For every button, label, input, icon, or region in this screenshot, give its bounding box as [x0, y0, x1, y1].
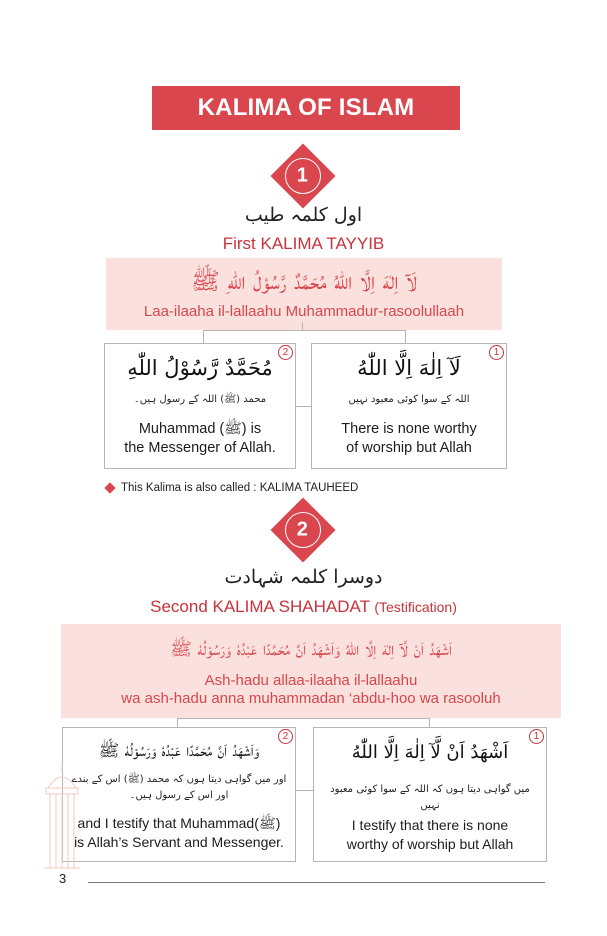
kalima-2-arabic-box: [61, 624, 561, 718]
kalima-1-part-2-english-line-1: Muhammad (ﷺ) is: [138, 421, 262, 437]
kalima-2-transliteration-line-2: wa ash-hadu anna muhammadan ‘abdu-hoo wa rasooluh: [121, 690, 501, 707]
kalima-1-part-1-number: 1: [489, 345, 504, 360]
lantern-decoration-icon: [38, 758, 86, 876]
kalima-1-title: First KALIMA TAYYIB: [222, 234, 385, 253]
kalima-2-part-2-urdu-line-1: اور میں گواہی دیتا ہوں کہ محمد (ﷺ) اس کے بندے: [71, 774, 287, 785]
kalima-2-part-2-number: 2: [278, 729, 293, 744]
kalima-2-part-2-card: [62, 727, 296, 862]
page-title-banner: [152, 86, 460, 130]
kalima-2-part-1-english-line-1: I testify that there is none: [351, 817, 509, 833]
kalima-2-transliteration-line-1: Ash-hadu allaa-ilaaha il-lallaahu: [204, 672, 418, 689]
kalima-2-part-1-english-line-2: worthy of worship but Allah: [346, 836, 514, 852]
kalima-1-part-1-card: [311, 343, 507, 469]
kalima-1-part-1-english-line-2: of worship but Allah: [346, 440, 472, 456]
kalima-2-part-1-card: [313, 727, 547, 862]
kalima-1-part-2-number: 2: [278, 345, 293, 360]
kalima-1-urdu-title: اول کلمہ طیب: [244, 204, 363, 226]
kalima-2-part-2-arabic: وَاَشْهَدُ اَنَّ مُحَمَّدًا عَبْدُهٗ وَرَسُوْلُهٗ ﷺ: [98, 741, 260, 761]
kalima-1-card-link: [295, 406, 311, 407]
kalima-2-part-2-english-line-2: is Allah’s Servant and Messenger.: [74, 834, 284, 850]
kalima-1-number-badge: [270, 143, 335, 208]
page-number: 3: [59, 871, 67, 886]
kalima-2-part-2-english-line-1: and I testify that Muhammad(ﷺ): [77, 815, 281, 831]
kalima-1-connector: [203, 330, 406, 344]
page-title: KALIMA OF ISLAM: [197, 94, 415, 121]
kalima-2-arabic: اَشْهَدُ اَنْ لَّآ اِلٰهَ اِلَّا اللّٰهُ وَاَشْهَدُ اَنَّ مُحَمَّدًا عَبْدُهٗ وَرَسُوْلُهٗ ﷺ: [170, 639, 452, 660]
kalima-1-arabic: لَآ اِلٰهَ اِلَّا اللّٰهُ مُحَمَّدٌ رَّسُوْلُ اللّٰهِ ﷺ: [190, 267, 418, 295]
diamond-bullet-icon: [104, 482, 115, 493]
kalima-1-transliteration: Laa-ilaaha il-lallaahu Muhammadur-rasoolullaah: [143, 303, 465, 320]
kalima-1-part-1-urdu: اللہ کے سوا کوئی معبود نہیں: [348, 394, 470, 405]
kalima-2-part-2-urdu-line-2: اور اس کے رسول ہیں۔: [129, 790, 229, 801]
kalima-2-part-1-arabic: اَشْهَدُ اَنْ لَّآ اِلٰهَ اِلَّا اللّٰهُ: [351, 742, 509, 763]
kalima-1-arabic-box: [106, 258, 502, 330]
kalima-1-connector-stem: [302, 322, 303, 330]
kalima-1-part-2-urdu: محمد (ﷺ) اللہ کے رسول ہیں۔: [133, 394, 267, 405]
kalima-2-subtitle: (Testification): [374, 599, 457, 615]
kalima-2-title: Second KALIMA SHAHADAT: [150, 597, 370, 616]
kalima-2-urdu-title: دوسرا کلمہ شہادت: [224, 566, 383, 588]
kalima-1-part-1-english-line-1: There is none worthy: [341, 421, 477, 437]
kalima-1-part-2-card: [104, 343, 296, 469]
kalima-2-number-badge: [270, 497, 335, 562]
kalima-1-part-2-arabic: مُحَمَّدٌ رَّسُوْلُ اللّٰهِ: [127, 356, 273, 380]
footer-divider: [88, 882, 545, 883]
kalima-2-card-link: [295, 790, 313, 791]
kalima-2-title-line: [0, 597, 607, 617]
kalima-2-part-1-number: 1: [529, 729, 544, 744]
kalima-1-number: 1: [297, 164, 309, 187]
kalima-1-part-2-english-line-2: the Messenger of Allah.: [124, 440, 276, 456]
kalima-1-part-1-arabic: لَآ اِلٰهَ اِلَّا اللّٰهُ: [357, 356, 461, 380]
kalima-2-number: 2: [297, 518, 309, 541]
kalima-2-part-1-urdu: میں گواہی دیتا ہوں کہ اللہ کے سوا کوئی معبود نہیں: [330, 784, 530, 811]
kalima-1-note-text: This Kalima is also called : KALIMA TAUHEED: [121, 482, 359, 494]
kalima-1-note: [106, 482, 358, 494]
